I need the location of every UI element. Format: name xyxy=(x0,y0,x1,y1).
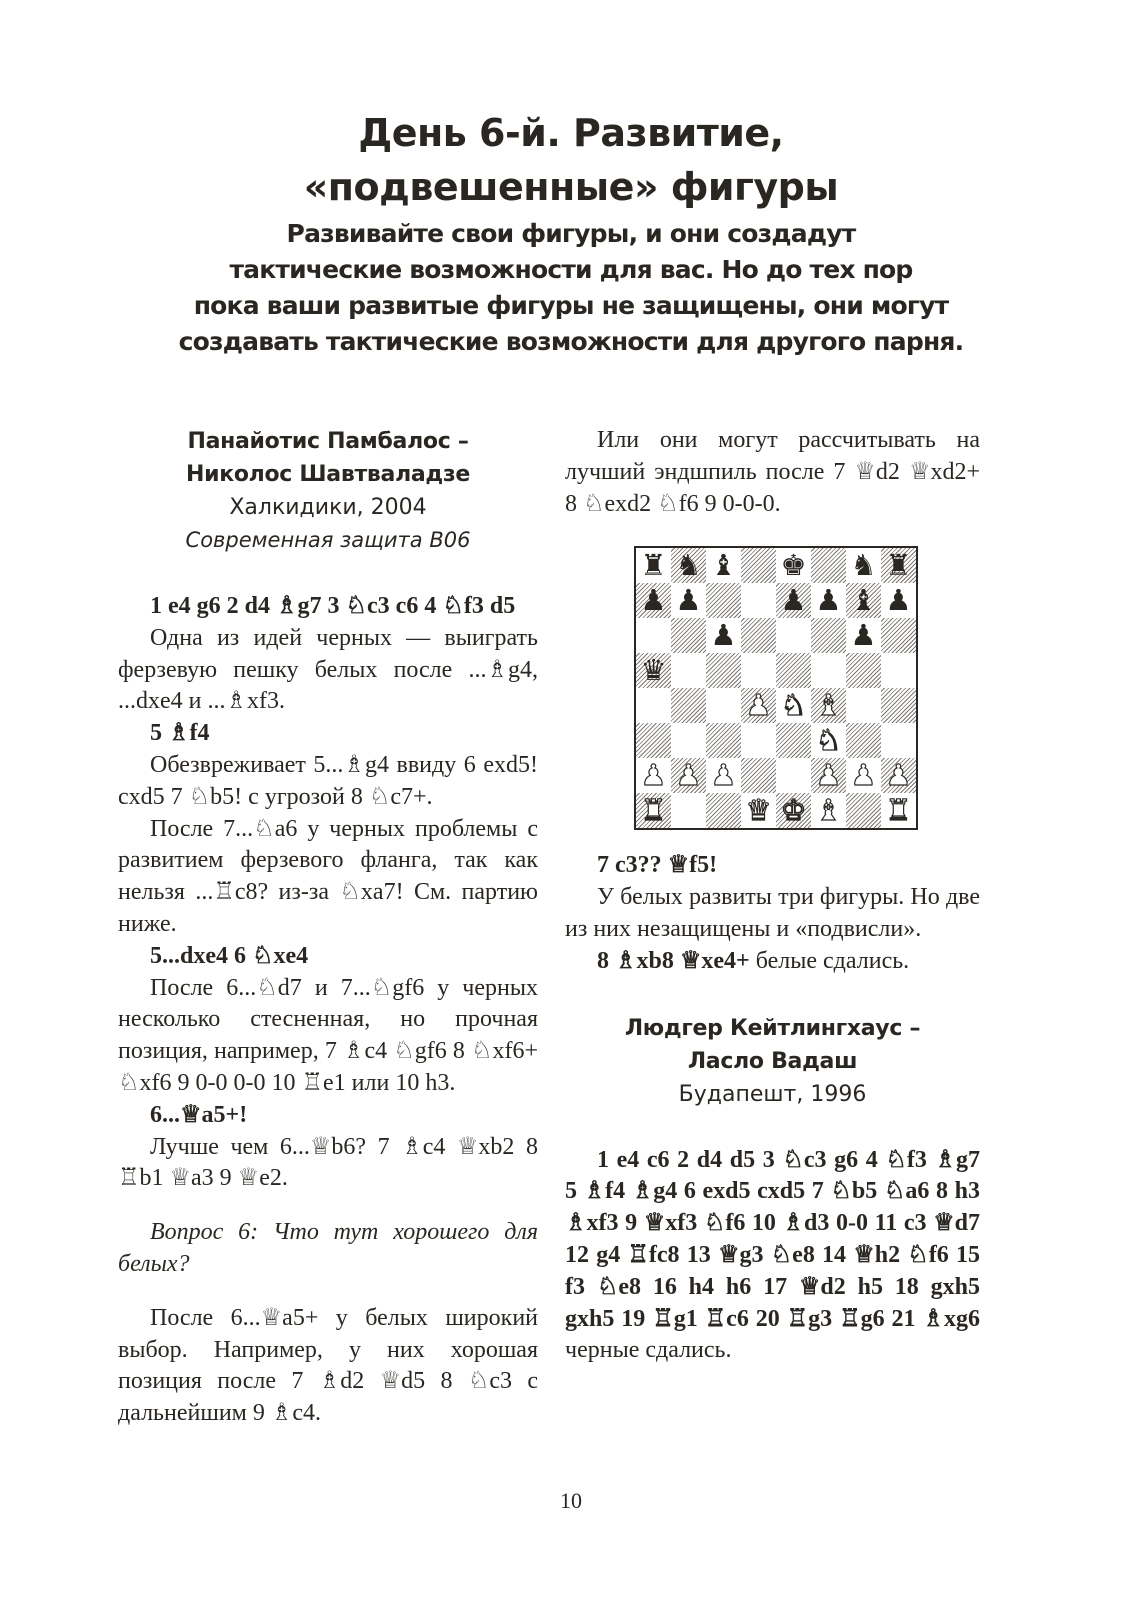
white-pawn-icon: ♟ xyxy=(640,758,667,793)
white-pawn-icon: ♟ xyxy=(710,758,737,793)
square-f3 xyxy=(811,723,846,758)
square-f8 xyxy=(811,548,846,583)
square-d4 xyxy=(741,688,776,723)
white-knight-icon: ♞ xyxy=(780,688,807,723)
game-2-result: черные сдались. xyxy=(565,1337,732,1364)
square-h7 xyxy=(881,583,916,618)
square-c4 xyxy=(706,688,741,723)
square-a5 xyxy=(636,653,671,688)
comment-paragraph: Лучше чем 6...♕b6? 7 ♗c4 ♕xb2 8 ♖b1 ♕a3 9 ♕e2. xyxy=(118,1133,538,1192)
black-rook-icon: ♜ xyxy=(885,548,912,583)
square-b6 xyxy=(671,618,706,653)
game-2-place: Будапешт, 1996 xyxy=(678,1081,867,1107)
square-a3 xyxy=(636,723,671,758)
game-1-players-line-2: Николос Шавтваладзе xyxy=(186,462,470,487)
square-g7 xyxy=(846,583,881,618)
moves-line: 5 ♗f4 xyxy=(150,720,210,747)
square-f4 xyxy=(811,688,846,723)
square-c8 xyxy=(706,548,741,583)
square-g3 xyxy=(846,723,881,758)
comment-paragraph: У белых развиты три фигуры. Но две из них незащищены и «подвисли». xyxy=(565,884,980,942)
square-d7 xyxy=(741,583,776,618)
square-g4 xyxy=(846,688,881,723)
moves-line: 6...♕a5+! xyxy=(150,1101,248,1128)
black-pawn-icon: ♟ xyxy=(815,583,842,618)
white-bishop-icon: ♝ xyxy=(815,793,842,828)
square-b5 xyxy=(671,653,706,688)
moves-line: 5...dxe4 6 ♘xe4 xyxy=(150,942,309,969)
moves-line: 1 e4 g6 2 d4 ♗g7 3 ♘c3 c6 4 ♘f3 d5 xyxy=(150,593,516,619)
left-column xyxy=(118,425,538,1430)
final-move: 8 ♗xb8 ♕xe4+ xyxy=(597,947,750,974)
black-pawn-icon: ♟ xyxy=(885,583,912,618)
square-c5 xyxy=(706,653,741,688)
game-1-opening: Современная защита B06 xyxy=(185,528,471,552)
comment-paragraph: После 7...♘a6 у черных проблемы с развитием ферзевого фланга, так как нельзя ...♖c8? из-за ♘xa7! См. партию ниже. xyxy=(118,815,538,937)
game-1-header xyxy=(118,425,538,557)
white-rook-icon: ♜ xyxy=(640,793,667,828)
square-f1 xyxy=(811,793,846,828)
comment-paragraph: Обезвреживает 5...♗g4 ввиду 6 exd5! cxd5 7 ♘b5! с угрозой 8 ♘c7+. xyxy=(118,751,538,810)
square-g8 xyxy=(846,548,881,583)
square-a1 xyxy=(636,793,671,828)
game-2-moves-paragraph xyxy=(565,1145,980,1368)
black-pawn-icon: ♟ xyxy=(640,583,667,618)
chapter-epigraph xyxy=(100,216,1042,360)
comment-paragraph: После 6...♘d7 и 7...♘gf6 у черных несколько стесненная, но прочная позиция, например, 7 ♗c4 ♘gf6 8 ♘xf6+ ♘xf6 9 0-0 0-0 10 ♖e1 или 10 h3. xyxy=(118,974,538,1096)
square-g6 xyxy=(846,618,881,653)
square-e3 xyxy=(776,723,811,758)
square-c1 xyxy=(706,793,741,828)
square-h1 xyxy=(881,793,916,828)
white-pawn-icon: ♟ xyxy=(675,758,702,793)
square-e1 xyxy=(776,793,811,828)
square-d2 xyxy=(741,758,776,793)
final-text: белые сдались. xyxy=(749,947,910,974)
chapter-title-line-2: «подвешенные» фигуры xyxy=(303,165,839,209)
black-pawn-icon: ♟ xyxy=(780,583,807,618)
intro-paragraph: Или они могут рассчитывать на лучший эндшпиль после 7 ♕d2 ♕xd2+ 8 ♘exd2 ♘f6 9 0-0-0. xyxy=(565,427,980,517)
white-rook-icon: ♜ xyxy=(885,793,912,828)
chapter-title xyxy=(100,106,1042,214)
square-e5 xyxy=(776,653,811,688)
square-c2 xyxy=(706,758,741,793)
square-c3 xyxy=(706,723,741,758)
black-pawn-icon: ♟ xyxy=(675,583,702,618)
game-1-place: Халкидики, 2004 xyxy=(229,495,427,520)
white-pawn-icon: ♟ xyxy=(815,758,842,793)
game-2-players-line-1: Людгер Кейтлингхаус – xyxy=(624,1015,921,1041)
final-moves-paragraph xyxy=(565,946,980,978)
epigraph-line-1: Развивайте свои фигуры, и они создадут xyxy=(286,219,856,248)
square-b2 xyxy=(671,758,706,793)
square-h4 xyxy=(881,688,916,723)
square-d6 xyxy=(741,618,776,653)
square-b4 xyxy=(671,688,706,723)
epigraph-line-3: пока ваши развитые фигуры не защищены, они могут xyxy=(193,291,949,320)
square-d3 xyxy=(741,723,776,758)
black-pawn-icon: ♟ xyxy=(710,618,737,653)
square-e4 xyxy=(776,688,811,723)
answer-paragraph: После 6...♕a5+ у белых широкий выбор. Например, у них хорошая позиция после 7 ♗d2 ♕d5 8 ♘c3 с дальнейшим 9 ♗c4. xyxy=(118,1304,538,1427)
right-column xyxy=(565,425,980,1367)
square-h6 xyxy=(881,618,916,653)
square-a2 xyxy=(636,758,671,793)
black-queen-icon: ♛ xyxy=(640,653,667,688)
square-e6 xyxy=(776,618,811,653)
square-e2 xyxy=(776,758,811,793)
white-pawn-icon: ♟ xyxy=(745,688,772,723)
square-f2 xyxy=(811,758,846,793)
black-knight-icon: ♞ xyxy=(675,548,702,583)
square-e7 xyxy=(776,583,811,618)
white-queen-icon: ♛ xyxy=(745,793,772,828)
square-d5 xyxy=(741,653,776,688)
square-e8 xyxy=(776,548,811,583)
square-f7 xyxy=(811,583,846,618)
square-a6 xyxy=(636,618,671,653)
square-c7 xyxy=(706,583,741,618)
square-g5 xyxy=(846,653,881,688)
chess-diagram xyxy=(634,546,916,828)
white-king-icon: ♚ xyxy=(780,793,807,828)
square-a4 xyxy=(636,688,671,723)
square-f6 xyxy=(811,618,846,653)
white-bishop-icon: ♝ xyxy=(815,688,842,723)
black-rook-icon: ♜ xyxy=(640,548,667,583)
square-f5 xyxy=(811,653,846,688)
epigraph-line-2: тактические возможности для вас. Но до тех пор xyxy=(229,255,913,284)
chess-board xyxy=(634,546,918,830)
moves-line: 7 c3?? ♕f5! xyxy=(597,852,718,879)
page-number: 10 xyxy=(560,1488,582,1513)
game-1-players-line-1: Панайотис Памбалос – xyxy=(187,429,469,454)
chapter-title-line-1: День 6-й. Развитие, xyxy=(358,111,784,155)
white-knight-icon: ♞ xyxy=(815,723,842,758)
epigraph-line-4: создавать тактические возможности для другого парня. xyxy=(178,327,964,356)
game-2-players-line-2: Ласло Вадаш xyxy=(687,1048,858,1074)
black-king-icon: ♚ xyxy=(780,548,807,583)
square-b7 xyxy=(671,583,706,618)
question-6: Вопрос 6: Что тут хорошего для белых? xyxy=(118,1219,538,1277)
square-b1 xyxy=(671,793,706,828)
square-h8 xyxy=(881,548,916,583)
black-knight-icon: ♞ xyxy=(850,548,877,583)
square-b3 xyxy=(671,723,706,758)
black-bishop-icon: ♝ xyxy=(710,548,737,583)
square-a7 xyxy=(636,583,671,618)
square-h2 xyxy=(881,758,916,793)
square-g1 xyxy=(846,793,881,828)
square-a8 xyxy=(636,548,671,583)
square-g2 xyxy=(846,758,881,793)
square-h3 xyxy=(881,723,916,758)
game-2-header xyxy=(565,1012,980,1111)
square-c6 xyxy=(706,618,741,653)
white-pawn-icon: ♟ xyxy=(850,758,877,793)
black-pawn-icon: ♟ xyxy=(850,618,877,653)
comment-paragraph: Одна из идей черных — выиграть ферзевую пешку белых после ...♗g4, ...dxe4 и ...♗xf3. xyxy=(118,624,538,715)
square-h5 xyxy=(881,653,916,688)
square-d1 xyxy=(741,793,776,828)
black-bishop-icon: ♝ xyxy=(850,583,877,618)
game-2-moves: 1 e4 c6 2 d4 d5 3 ♘c3 g6 4 ♘f3 ♗g7 5 ♗f4 ♗g4 6 exd5 cxd5 7 ♘b5 ♘a6 8 h3 ♗xf3 9 ♕xf3 ♘f6 10 ♗d3 0-0 11 c3 ♕d7 12 g4 ♖fc8 13 ♕g3 ♘e8 14 ♕h2 ♘f6 15 f3 ♘e8 16 h4 h6 17 ♕d2 h5 18 gxh5 gxh5 19 ♖g1 ♖c6 20 ♖g3 ♖g6 21 ♗xg6 xyxy=(565,1146,980,1332)
white-pawn-icon: ♟ xyxy=(885,758,912,793)
square-d8 xyxy=(741,548,776,583)
square-b8 xyxy=(671,548,706,583)
